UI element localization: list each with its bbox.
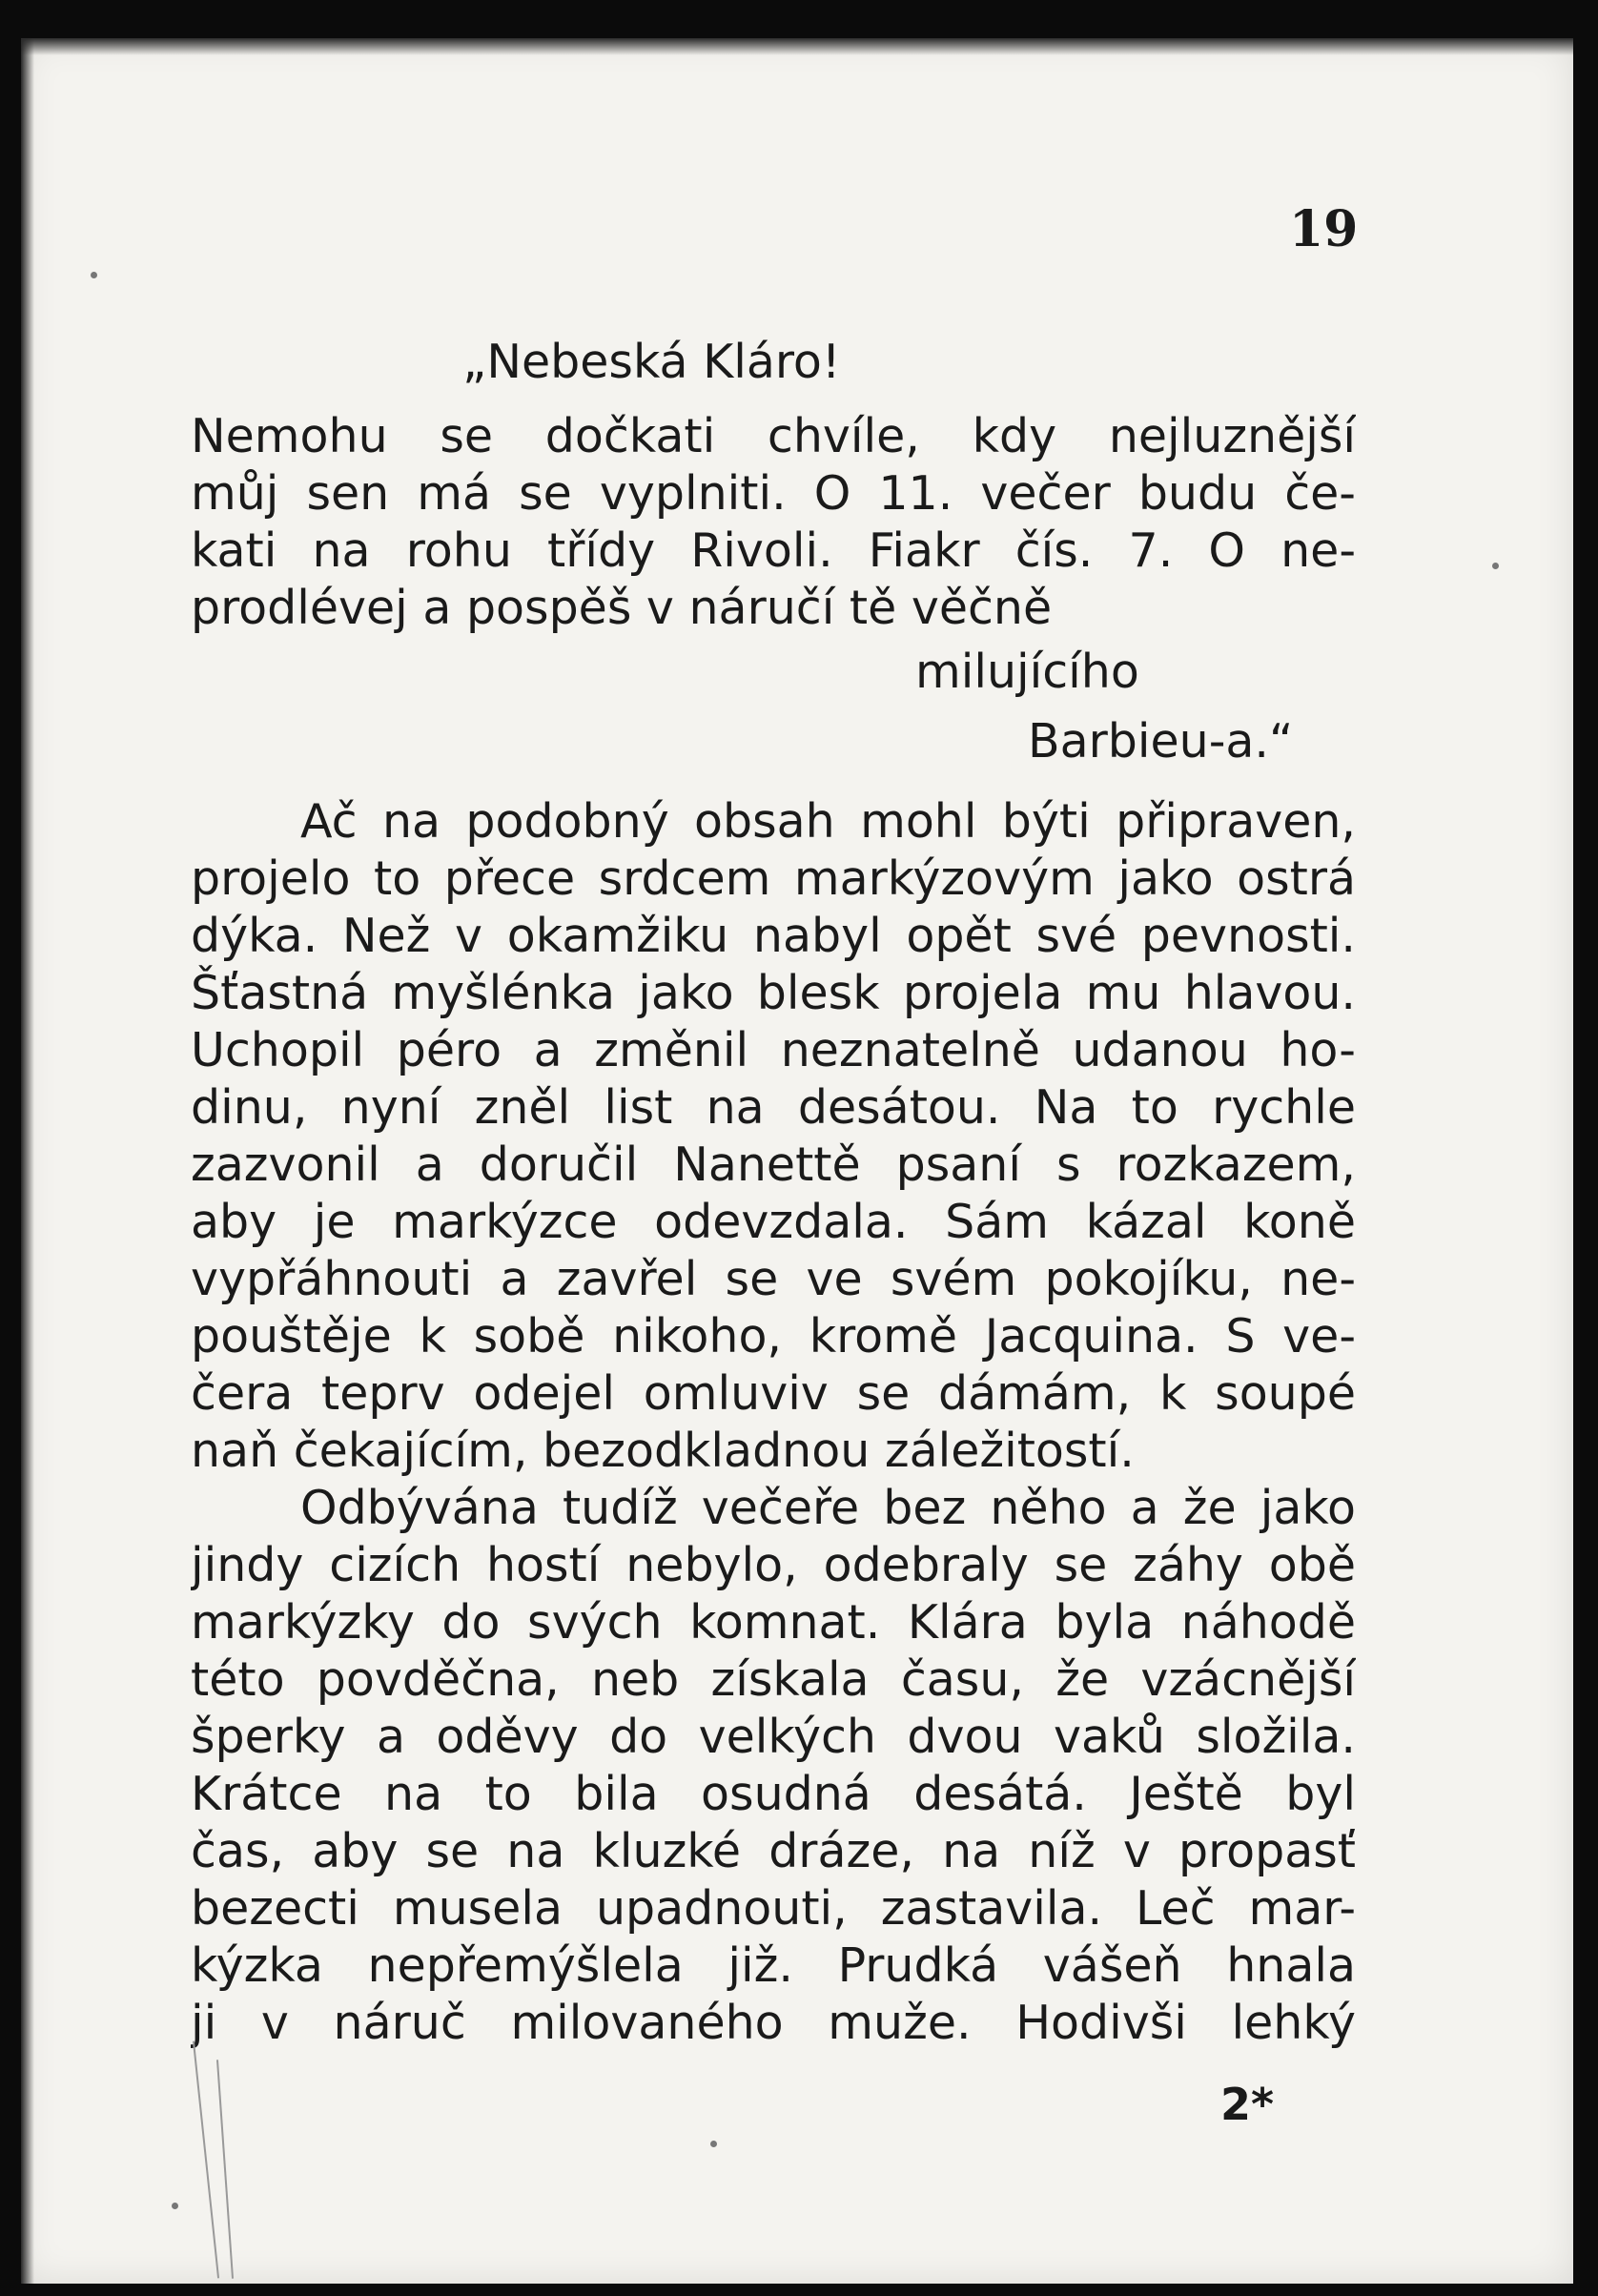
letter-signature: Barbieu-a.“ [1028,714,1294,769]
body-line: šperky a oděvy do velkých dvou vaků složila. [191,1710,1356,1764]
letter-salutation: „Nebeská Kláro! [462,335,841,389]
body-line: aby je markýzce odevzdala. Sám kázal koně [191,1195,1356,1249]
letter-line: kati na rohu třídy Rivoli. Fiakr čís. 7. O ne- [191,523,1356,578]
body-line: ji v náruč milovaného muže. Hodivši lehký [191,1996,1356,2050]
signature-mark: 2* [1220,2079,1275,2130]
body-line: zazvonil a doručil Nanettě psaní s rozkazem, [191,1138,1356,1192]
page-number: 19 [1289,200,1359,258]
body-line: Krátce na to bila osudná desátá. Ještě byl [191,1767,1356,1821]
body-line: vypřáhnouti a zavřel se ve svém pokojíku, ne- [191,1252,1356,1306]
scan-speck [1492,563,1499,569]
body-line: pouštěje k sobě nikoho, kromě Jacquina. S ve- [191,1309,1356,1363]
letter-line: prodlévej a pospěš v náručí tě věčně [191,581,1053,635]
body-line: čas, aby se na kluzké dráze, na níž v propasť [191,1824,1356,1878]
body-line: Ač na podobný obsah mohl býti připraven, [300,794,1356,849]
body-line: bezecti musela upadnouti, zastavila. Leč mar- [191,1881,1356,1936]
body-line: dinu, nyní zněl list na desátou. Na to rychle [191,1080,1356,1135]
letter-line: můj sen má se vyplniti. O 11. večer budu če- [191,466,1356,521]
letter-closing: milujícího [915,645,1139,699]
scan-speck [710,2141,717,2147]
body-line: naň čekajícím, bezodkladnou záležitostí. [191,1424,1135,1478]
page-edge-shadow-top [21,38,1573,55]
scan-speck [172,2203,178,2209]
letter-line: Nemohu se dočkati chvíle, kdy nejluznější [191,409,1356,463]
body-line: kýzka nepřemýšlela již. Prudká vášeň hnala [191,1938,1356,1993]
scan-speck [91,272,97,278]
body-line: této povděčna, neb získala času, že vzácnější [191,1652,1356,1707]
page-edge-shadow-left [21,38,34,2284]
body-line: čera teprv odejel omluviv se dámám, k soupé [191,1366,1356,1421]
body-line: markýzky do svých komnat. Klára byla náhodě [191,1595,1356,1650]
body-line: Uchopil péro a změnil neznatelně udanou ho- [191,1023,1356,1077]
body-line: Šťastná myšlénka jako blesk projela mu hlavou. [191,966,1356,1020]
body-line: projelo to přece srdcem markýzovým jako ostrá [191,851,1356,906]
body-line: dýka. Než v okamžiku nabyl opět své pevnosti. [191,909,1356,963]
body-line: Odbývána tudíž večeře bez něho a že jako [300,1481,1356,1535]
body-line: jindy cizích hostí nebylo, odebraly se záhy obě [191,1538,1356,1592]
